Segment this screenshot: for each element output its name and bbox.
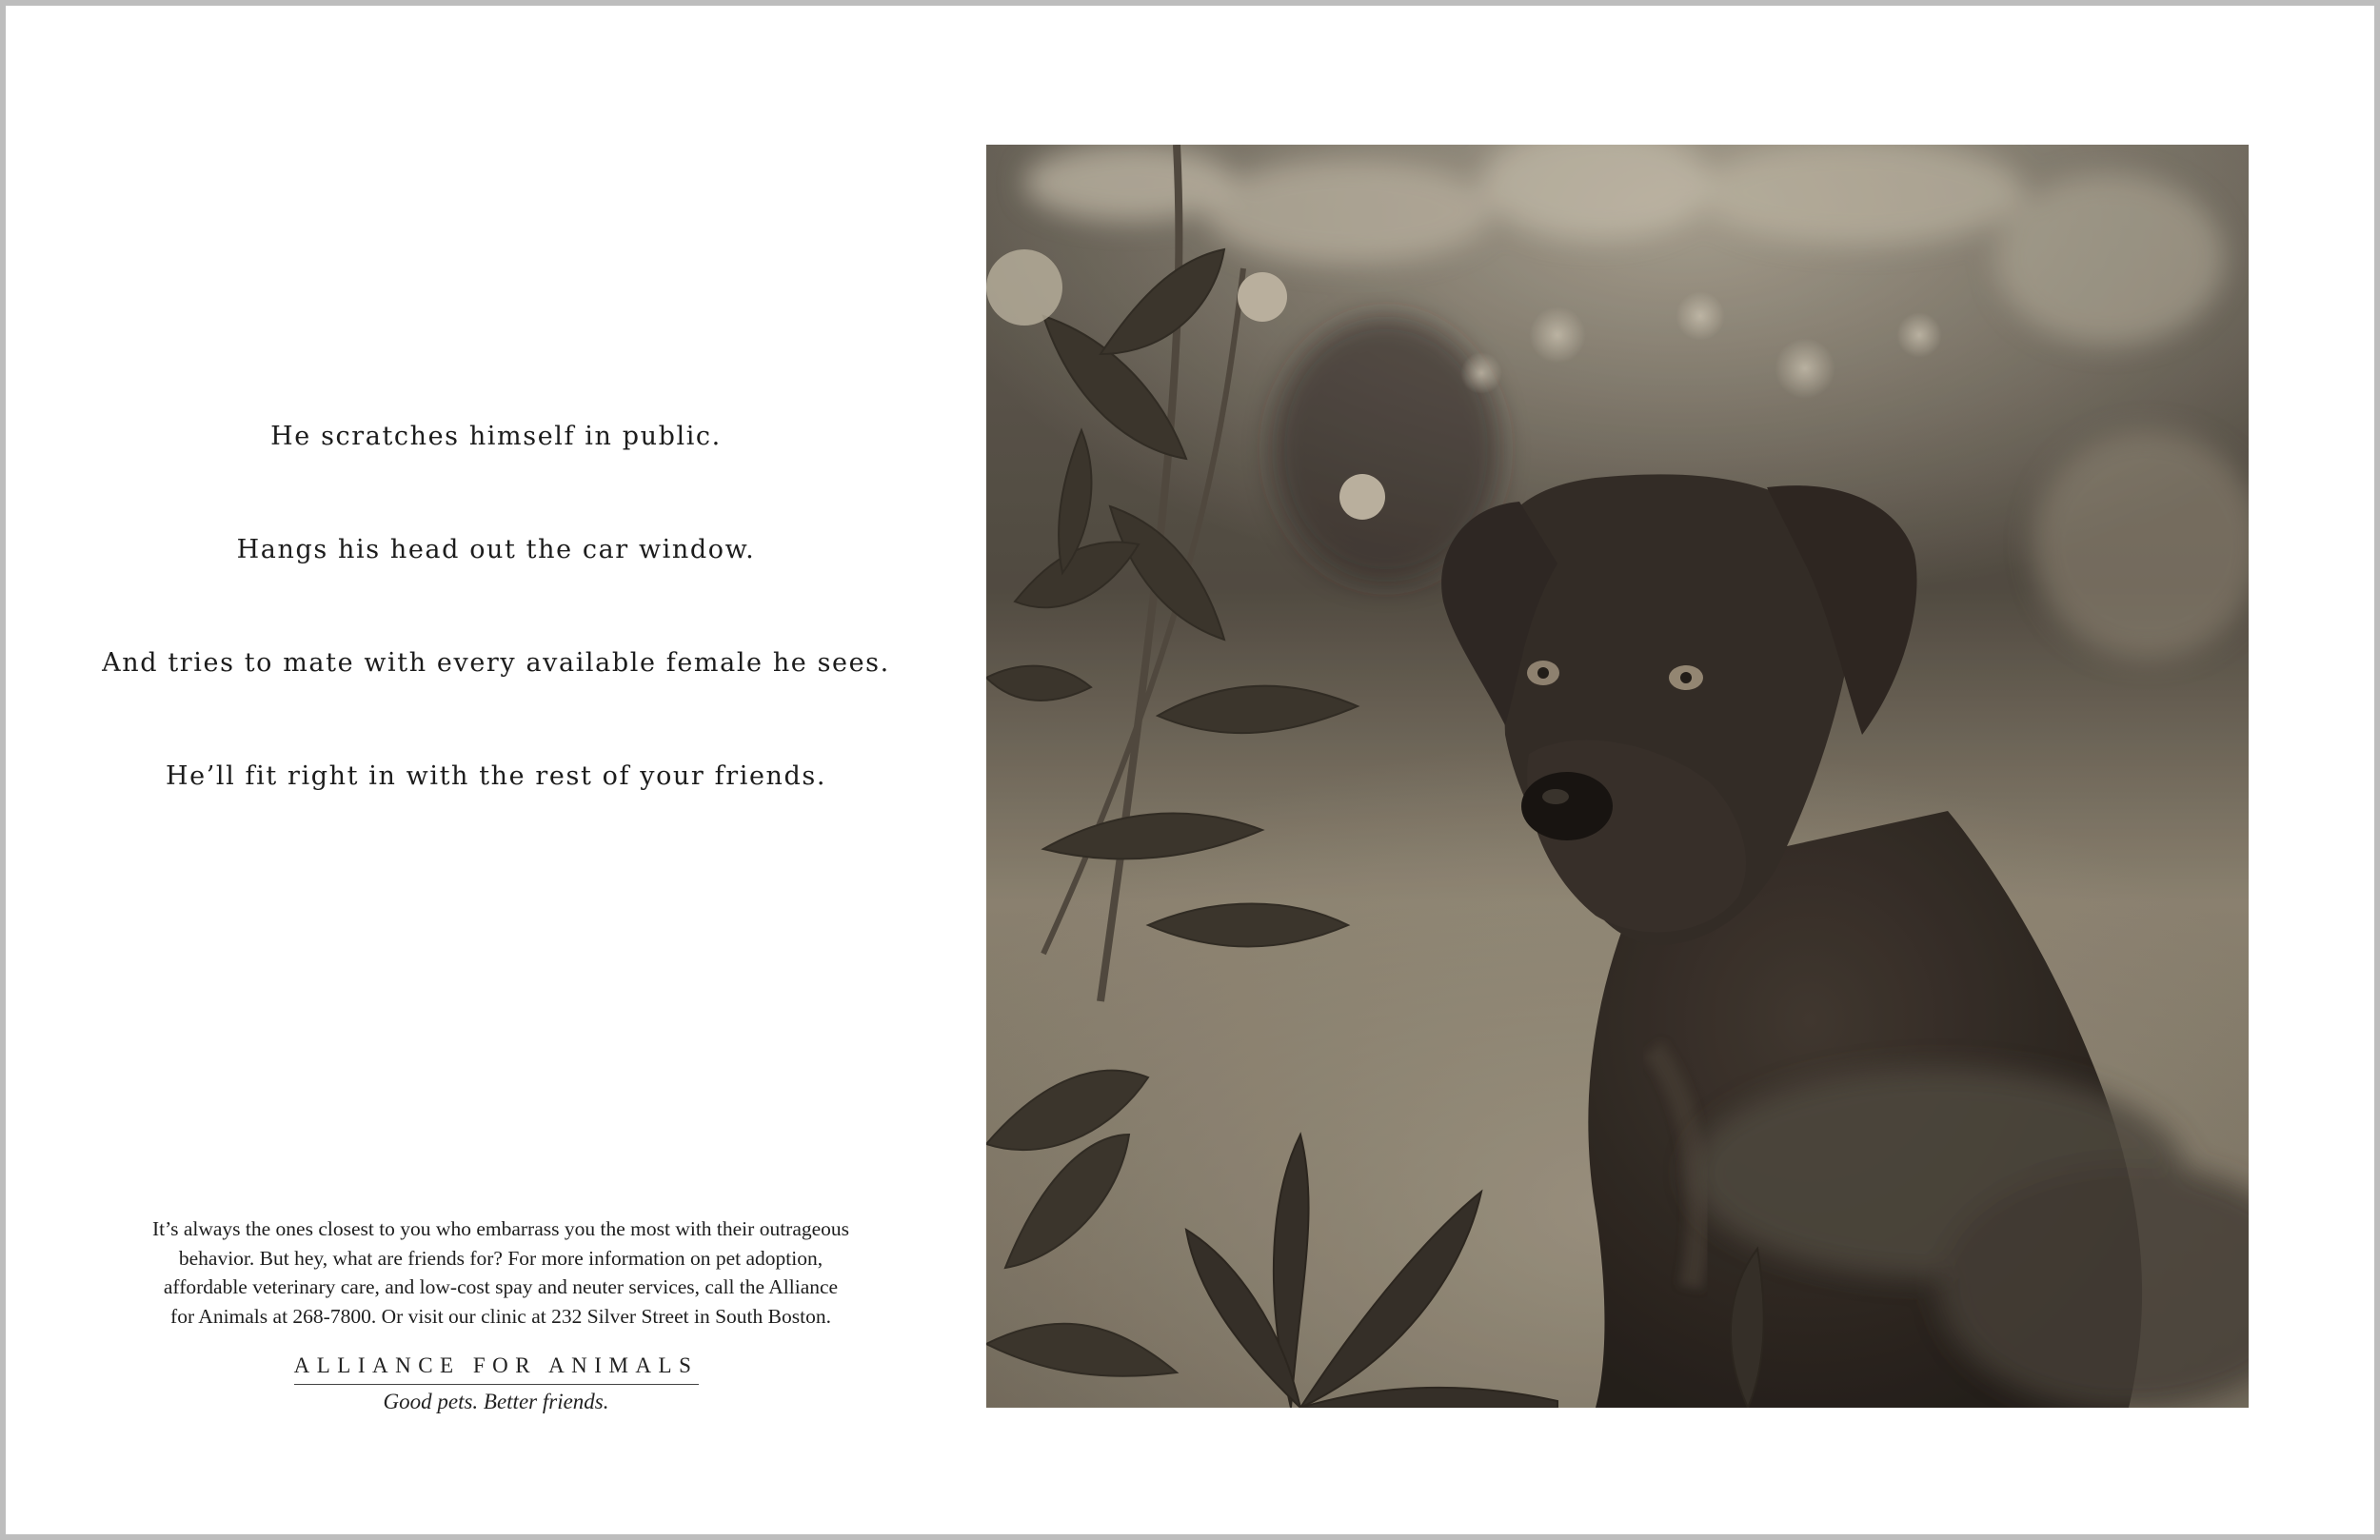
headline-line-3: And tries to mate with every available female he sees. xyxy=(102,648,890,678)
body-copy-line: behavior. But hey, what are friends for? For more information on pet adoption, xyxy=(178,1246,823,1270)
logo-tagline: Good pets. Better friends. xyxy=(383,1390,609,1413)
dog-photo xyxy=(986,145,2249,1408)
headline-line-2: Hangs his head out the car window. xyxy=(236,535,756,564)
body-copy-line: affordable veterinary care, and low-cost spay and neuter services, call the Alliance xyxy=(163,1275,839,1298)
body-copy-line: It’s always the ones closest to you who embarrass you the most with their outrageous xyxy=(151,1217,850,1240)
logo xyxy=(282,1350,710,1418)
body-copy-line: for Animals at 268-7800. Or visit our clinic at 232 Silver Street in South Boston. xyxy=(170,1304,831,1328)
headline xyxy=(72,404,920,857)
body-copy xyxy=(110,1214,891,1331)
headline-line-1: He scratches himself in public. xyxy=(270,422,722,451)
dog-photo-illustration xyxy=(986,145,2249,1408)
headline-line-4: He’ll fit right in with the rest of your friends. xyxy=(165,761,827,791)
logo-wordmark: ALLIANCE FOR ANIMALS xyxy=(294,1350,699,1385)
